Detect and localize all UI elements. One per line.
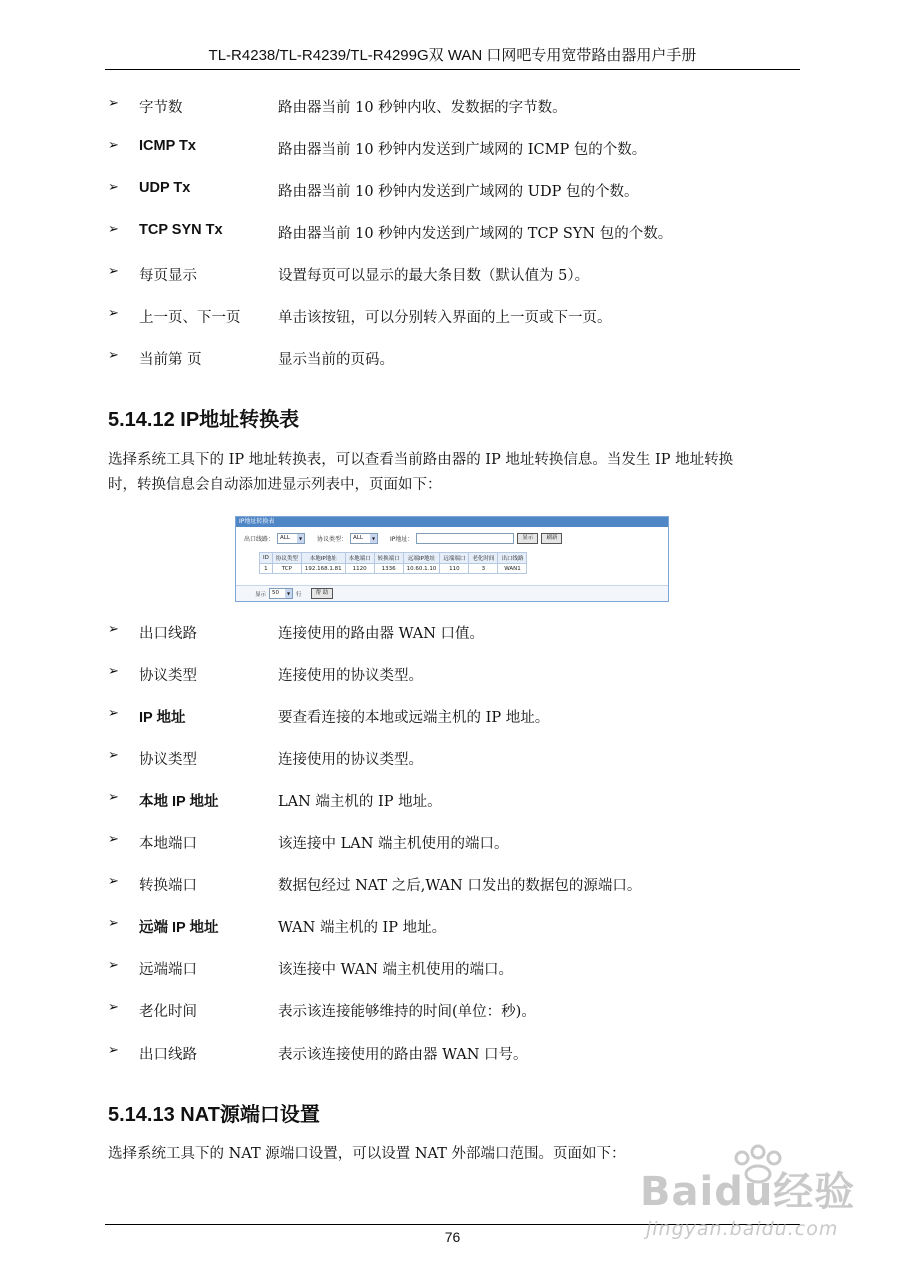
table-row [260,564,527,574]
list-item-term: 本地端口 [139,836,197,852]
list-item-term: 老化时间 [139,1004,197,1020]
bullet-arrow-icon: ➢ [108,874,119,889]
header-rule [105,69,800,70]
watermark-url: jingyan.baidu.com [646,1218,839,1240]
bullet-arrow-icon: ➢ [108,706,119,721]
panel-title: IP地址转换表 [236,517,668,527]
list-item-desc: 连接使用的协议类型。 [278,752,423,768]
list-item-desc: 表示该连接使用的路由器 WAN 口号。 [278,1047,528,1063]
list-item-desc: 该连接中 LAN 端主机使用的端口。 [278,836,509,852]
list-item-term: 出口线路 [139,1047,197,1063]
table-cell: WAN1 [498,564,527,574]
bullet-arrow-icon: ➢ [108,96,119,111]
chevron-down-icon: ▼ [371,535,376,541]
page-number: 76 [444,1229,461,1245]
bullet-arrow-icon: ➢ [108,264,119,279]
column-header: ID [260,553,273,564]
bullet-arrow-icon: ➢ [108,958,119,973]
bullet-arrow-icon: ➢ [108,138,119,153]
intro-line: 选择系统工具下的 IP 地址转换表，可以查看当前路由器的 IP 地址转换信息。当发生 IP 地址转换 [108,452,734,468]
list-item-desc: 连接使用的协议类型。 [278,668,423,684]
bullet-arrow-icon: ➢ [108,622,119,637]
line-select-value: ALL [280,534,290,541]
protocol-filter-label: 协议类型： [317,535,348,543]
bullet-arrow-icon: ➢ [108,222,119,237]
per-page-value: 50 [272,590,280,596]
bullet-arrow-icon: ➢ [108,180,119,195]
bullet-arrow-icon: ➢ [108,1000,119,1015]
ip-address-input[interactable] [416,533,514,544]
table-cell: 1336 [374,564,403,574]
table-cell: 110 [440,564,469,574]
column-header: 远端端口 [440,553,469,564]
table-header-row [260,553,527,564]
list-item-desc: WAN 端主机的 IP 地址。 [278,920,447,936]
bullet-arrow-icon: ➢ [108,916,119,931]
list-item-term: 上一页、下一页 [139,310,241,326]
section-heading: 5.14.13 NAT源端口设置 [108,1104,320,1126]
list-item-desc: 单击该按钮，可以分别转入界面的上一页或下一页。 [278,310,612,326]
protocol-select-value: ALL [353,534,363,541]
bullet-arrow-icon: ➢ [108,348,119,363]
translation-table [259,552,527,574]
column-header: 远端IP地址 [403,553,440,564]
list-item-term: ICMP Tx [139,138,196,154]
intro-line: 时，转换信息会自动添加进显示列表中，页面如下： [108,477,442,493]
show-button[interactable]: 显示 [517,533,538,544]
panel-footer [236,585,668,601]
baidu-jingyan-watermark [640,1140,880,1260]
chevron-down-icon: ▼ [286,591,291,596]
chevron-down-icon: ▼ [298,535,303,541]
bullet-arrow-icon: ➢ [108,832,119,847]
list-item-term: 协议类型 [139,752,197,768]
list-item-desc: LAN 端主机的 IP 地址。 [278,794,442,810]
table-cell: 3 [469,564,498,574]
table-cell: TCP [272,564,301,574]
per-page-select[interactable] [269,588,293,599]
list-item-desc: 显示当前的页码。 [278,352,394,368]
list-item-desc: 数据包经过 NAT 之后,WAN 口发出的数据包的源端口。 [278,878,642,894]
watermark-brand: Baidu经验 [640,1169,856,1215]
bullet-arrow-icon: ➢ [108,664,119,679]
list-item-term: 协议类型 [139,668,197,684]
ip-filter-label: IP地址： [390,535,414,543]
list-item-term: 当前第 页 [139,352,202,368]
filter-bar [244,532,562,544]
bullet-arrow-icon: ➢ [108,1043,119,1058]
column-header: 本地端口 [345,553,374,564]
line-select[interactable] [277,533,305,544]
list-item-term: 每页显示 [139,268,197,284]
help-button[interactable]: 帮 助 [311,588,334,599]
column-header: 老化时间 [469,553,498,564]
protocol-select[interactable] [350,533,378,544]
list-item-desc: 要查看连接的本地或远端主机的 IP 地址。 [278,710,550,726]
section-intro [108,448,802,498]
table-cell: 1 [260,564,273,574]
list-item-desc: 连接使用的路由器 WAN 口值。 [278,626,485,642]
list-item-desc: 路由器当前 10 秒钟内发送到广域网的 ICMP 包的个数。 [278,142,647,158]
table-cell: 10.60.1.10 [403,564,440,574]
document-header-title: TL-R4238/TL-R4239/TL-R4299G双 WAN 口网吧专用宽带路由器用户手册 [208,47,697,64]
ip-translation-table-screenshot [235,516,669,602]
list-item-term: IP 地址 [139,710,186,726]
list-item-desc: 表示该连接能够维持的时间(单位：秒)。 [278,1004,536,1020]
rows-label: 行 [296,591,302,598]
list-item-desc: 路由器当前 10 秒钟内收、发数据的字节数。 [278,100,567,116]
list-item-desc: 该连接中 WAN 端主机使用的端口。 [278,962,514,978]
list-item-term: TCP SYN Tx [139,222,223,238]
line-filter-label: 出口线路： [244,535,275,543]
list-item-term: UDP Tx [139,180,191,196]
bullet-arrow-icon: ➢ [108,306,119,321]
list-item-term: 本地 IP 地址 [139,794,219,810]
table-cell: 192.168.1.81 [301,564,345,574]
list-item-term: 字节数 [139,100,183,116]
column-header: 协议类型 [272,553,301,564]
bullet-arrow-icon: ➢ [108,748,119,763]
column-header: 出口线路 [498,553,527,564]
column-header: 本地IP地址 [301,553,345,564]
column-header: 转换端口 [374,553,403,564]
list-item-desc: 设置每页可以显示的最大条目数（默认值为 5）。 [278,268,590,284]
refresh-button[interactable]: 刷新 [541,533,562,544]
list-item-term: 远端 IP 地址 [139,920,219,936]
list-item-desc: 路由器当前 10 秒钟内发送到广域网的 TCP SYN 包的个数。 [278,226,673,242]
bullet-arrow-icon: ➢ [108,790,119,805]
section-intro: 选择系统工具下的 NAT 源端口设置，可以设置 NAT 外部端口范围。页面如下： [108,1146,626,1162]
list-item-term: 出口线路 [139,626,197,642]
list-item-desc: 路由器当前 10 秒钟内发送到广域网的 UDP 包的个数。 [278,184,639,200]
section-heading: 5.14.12 IP地址转换表 [108,409,300,431]
list-item-term: 转换端口 [139,878,197,894]
list-item-term: 远端端口 [139,962,197,978]
table-cell: 1120 [345,564,374,574]
per-page-label: 显示 [255,591,267,598]
